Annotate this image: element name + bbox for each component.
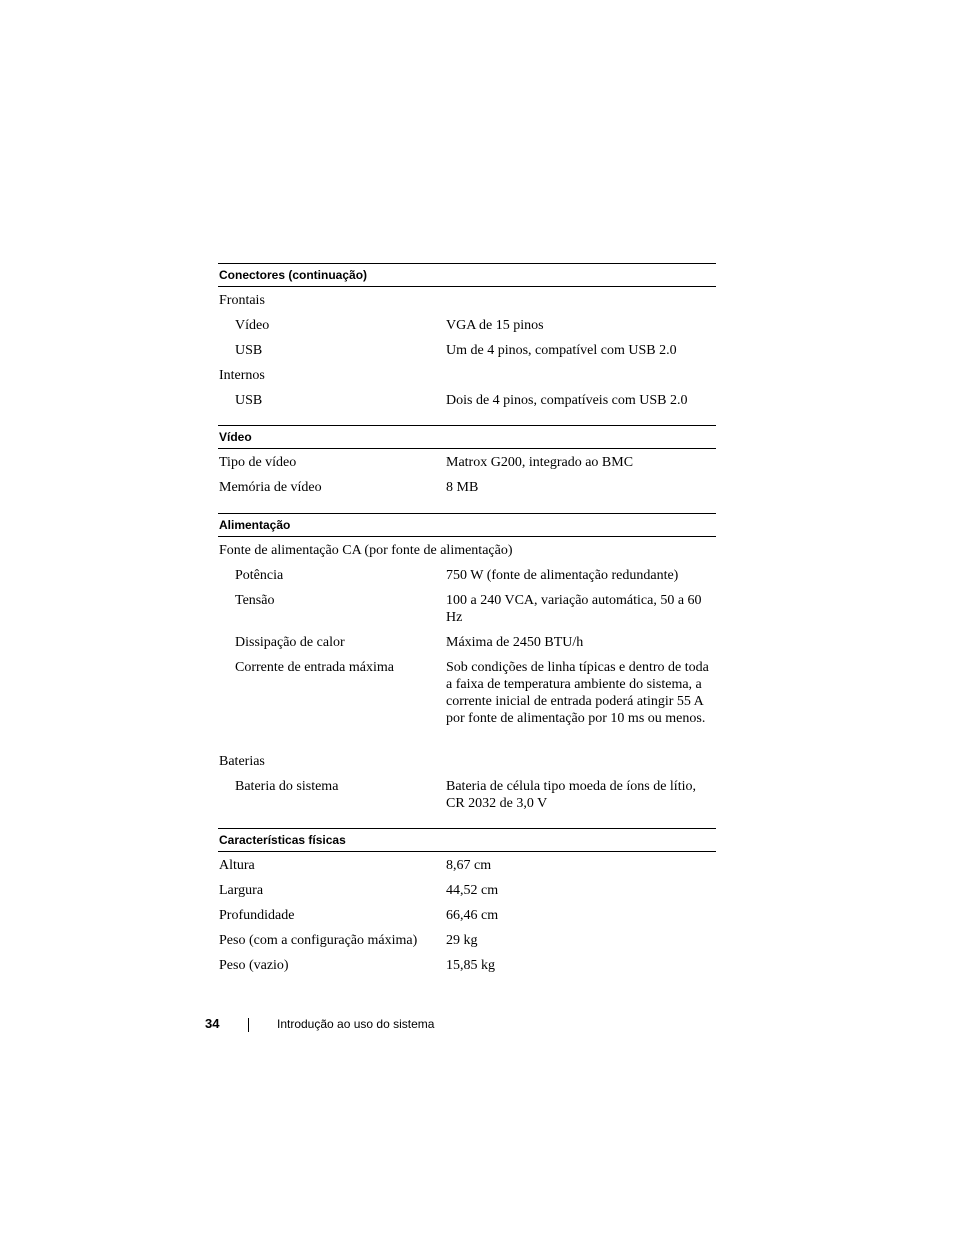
spec-value: 29 kg — [446, 933, 478, 948]
section-header: Características físicas — [218, 828, 716, 852]
spec-value: Bateria de célula tipo moeda de íons de lítio, CR 2032 de 3,0 V — [446, 779, 696, 811]
spec-label: Corrente de entrada máxima — [235, 660, 394, 675]
spec-label: Profundidade — [219, 908, 295, 923]
section-header: Alimentação — [218, 513, 716, 537]
spec-value: VGA de 15 pinos — [446, 318, 544, 333]
spec-value: 15,85 kg — [446, 958, 495, 973]
spec-value: 100 a 240 VCA, variação automática, 50 a 60 Hz — [446, 593, 702, 625]
spec-table — [218, 263, 716, 978]
spec-label: Vídeo — [235, 318, 270, 333]
spec-label: Fonte de alimentação CA (por fonte de alimentação) — [219, 543, 513, 558]
spec-label: Frontais — [219, 293, 265, 308]
spec-label: Potência — [235, 568, 284, 583]
spec-label: Tensão — [235, 593, 275, 608]
page-footer — [0, 1016, 954, 1036]
chapter-title: Introdução ao uso do sistema — [277, 1017, 435, 1031]
section-physical — [218, 828, 716, 978]
spec-label: USB — [235, 343, 263, 358]
spec-value: Dois de 4 pinos, compatíveis com USB 2.0 — [446, 393, 688, 408]
section-power — [218, 513, 716, 828]
spec-value: 750 W (fonte de alimentação redundante) — [446, 568, 679, 583]
footer-divider — [248, 1018, 249, 1032]
spec-label: Dissipação de calor — [235, 635, 345, 650]
spec-value: Um de 4 pinos, compatível com USB 2.0 — [446, 343, 677, 358]
spec-label: Altura — [219, 858, 255, 873]
spec-label: Memória de vídeo — [219, 480, 322, 495]
spec-value: 8 MB — [446, 480, 479, 495]
page-number: 34 — [205, 1016, 220, 1031]
spec-value: Matrox G200, integrado ao BMC — [446, 455, 634, 470]
spec-value: 66,46 cm — [446, 908, 499, 923]
spec-value: 44,52 cm — [446, 883, 499, 898]
spec-label: Peso (vazio) — [219, 958, 289, 973]
section-header: Conectores (continuação) — [218, 263, 716, 287]
section-header: Vídeo — [218, 425, 716, 449]
spec-label: Internos — [219, 368, 265, 383]
spec-label: Baterias — [219, 754, 265, 769]
spec-label: Peso (com a configuração máxima) — [219, 933, 418, 948]
spec-value: 8,67 cm — [446, 858, 492, 873]
spec-label: USB — [235, 393, 263, 408]
spec-label: Bateria do sistema — [235, 779, 339, 794]
spec-label: Largura — [219, 883, 264, 898]
section-video — [218, 425, 716, 513]
section-connectors — [218, 263, 716, 425]
spec-value: Máxima de 2450 BTU/h — [446, 635, 584, 650]
spec-value: Sob condições de linha típicas e dentro de toda a faixa de temperatura ambiente do sistema, a corrente inicial de entrada poderá atingir 55 A por fonte de alimentação por 10 ms ou menos. — [446, 660, 709, 726]
spec-label: Tipo de vídeo — [219, 455, 297, 470]
